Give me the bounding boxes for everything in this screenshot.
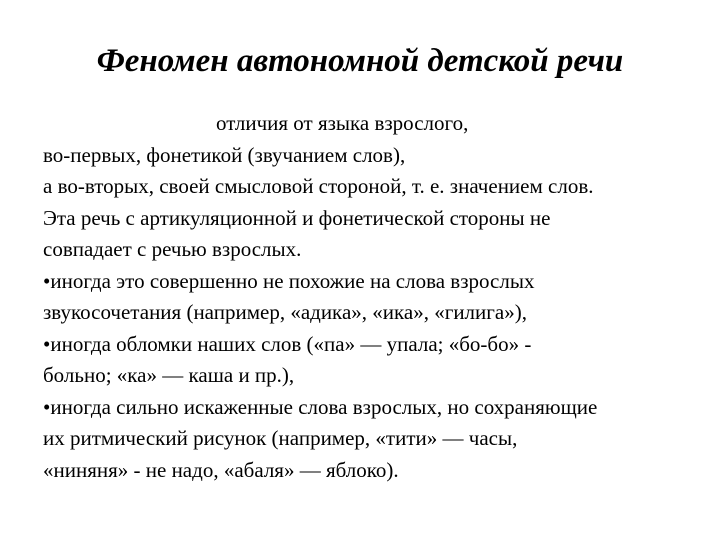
body-line-intro: отличия от языка взрослого, — [216, 111, 469, 135]
body-line: во-первых, фонетикой (звучанием слов), — [43, 142, 406, 167]
body-line: «ниняня» - не надо, «абаля» — яблоко). — [43, 457, 399, 482]
bullet-line: •иногда обломки наших слов («па» — упала; «бо-бо» - — [43, 331, 532, 356]
body-line: Эта речь с артикуляционной и фонетической стороны не — [43, 205, 551, 230]
body-line: звукосочетания (например, «адика», «ика», «гилига»), — [43, 300, 527, 324]
body-line: совпадает с речью взрослых. — [43, 237, 302, 261]
bullet-line: •иногда это совершенно не похожие на слова взрослых — [43, 268, 535, 293]
bullet-line: •иногда сильно искаженные слова взрослых, но сохраняющие — [43, 394, 598, 419]
body-line: больно; «ка» — каша и пр.), — [43, 363, 295, 387]
slide-title: Феномен автономной детской речи — [96, 43, 624, 79]
body-line: а во-вторых, своей смысловой стороной, т. е. значением слов. — [43, 174, 594, 198]
body-line: их ритмический рисунок (например, «тити» — часы, — [43, 426, 518, 450]
slide-body — [43, 108, 715, 486]
